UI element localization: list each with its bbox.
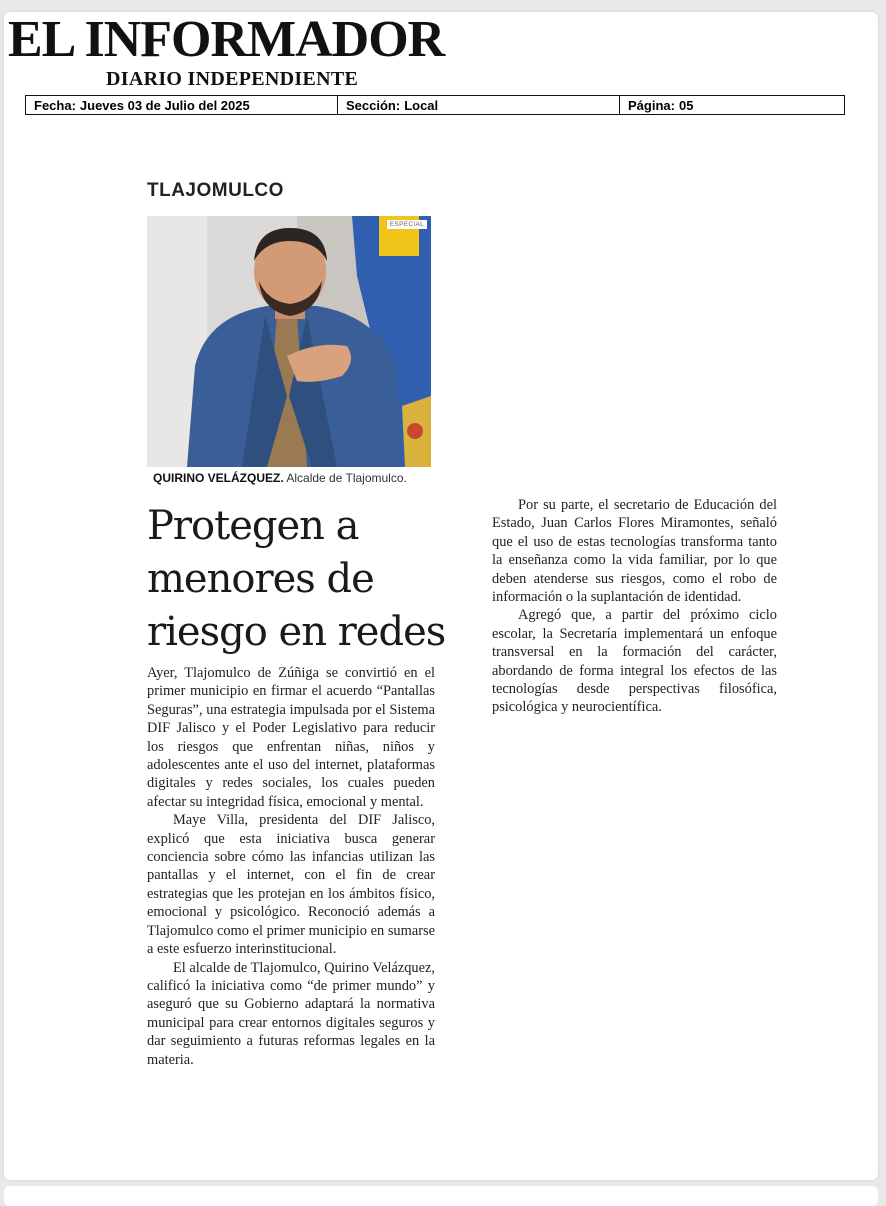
headline-line: riesgo en redes [147,609,446,655]
page-label: Página: [628,97,675,113]
masthead-title: EL INFORMADOR [8,11,445,68]
section-value: Local [404,97,439,113]
section-label: Sección: [346,97,401,113]
article-paragraph: Ayer, Tlajomulco de Zúñiga se convirtió en el primer municipio en firmar el acuerdo “Pantallas Seguras”, una estrategia impulsada por el Sistema DIF Jalisco y el Poder Legislativo para reducir los riesgos que enfrentan niñas, niños y adolescentes ante el uso del internet, plataformas digitales y redes sociales, los cuales pueden afectar su integridad física, emocional y mental. [147,665,435,810]
photo-caption [153,471,443,485]
article-column-left [147,664,435,1069]
page-cell [620,96,844,114]
date-value: Jueves 03 de Julio del 2025 [79,97,250,113]
next-page-edge [4,1186,878,1206]
photo-credit: ESPECIAL [387,220,427,229]
article-section-tag: TLAJOMULCO [147,180,284,201]
article-paragraph: El alcalde de Tlajomulco, Quirino Velázquez, calificó la iniciativa como “de primer mundo” y aseguró que su Gobierno adaptará la normativa municipal para crear entornos digitales seguros y dar seguimiento a futuras reformas legales en la materia. [147,959,436,1068]
metadata-bar [25,95,845,115]
page-number: 05 [678,97,694,113]
headline-line: menores de [147,556,374,602]
headline-line: Protegen a [147,503,359,549]
caption-name: QUIRINO VELÁZQUEZ. [153,471,284,485]
section-cell [338,96,620,114]
caption-text: Alcalde de Tlajomulco. [286,471,407,485]
date-cell [26,96,338,114]
article-photo [147,216,431,467]
article-column-right [492,496,777,717]
article-headline [147,500,447,659]
article-paragraph: Por su parte, el secretario de Educación del Estado, Juan Carlos Flores Miramontes, señaló que el uso de estas tecnologías transforma tanto la enseñanza como la vida familiar, por lo que deben atenderse sus riesgos, como el robo de información o la suplantación de identidad. [492,497,777,606]
article-paragraph: Maye Villa, presidenta del DIF Jalisco, explicó que esta iniciativa busca generar conciencia sobre cómo las infancias utilizan las pantallas y el internet, con el fin de crear estrategias que les protejan en los ámbitos físico, emocional y psicológico. Reconoció además a Tlajomulco como el primer municipio en sumarse a este esfuerzo interinstitucional. [147,812,435,958]
article-paragraph: Agregó que, a partir del próximo ciclo escolar, la Secretaría implementará un enfoque transversal en la formación del carácter, abordando de forma integral los efectos de las tecnologías desde perspectivas filosófica, psicológica y neurocientífica. [492,607,777,716]
mayor-photo-illustration [147,216,431,467]
date-label: Fecha: [34,97,76,113]
masthead-subtitle: DIARIO INDEPENDIENTE [106,68,359,90]
